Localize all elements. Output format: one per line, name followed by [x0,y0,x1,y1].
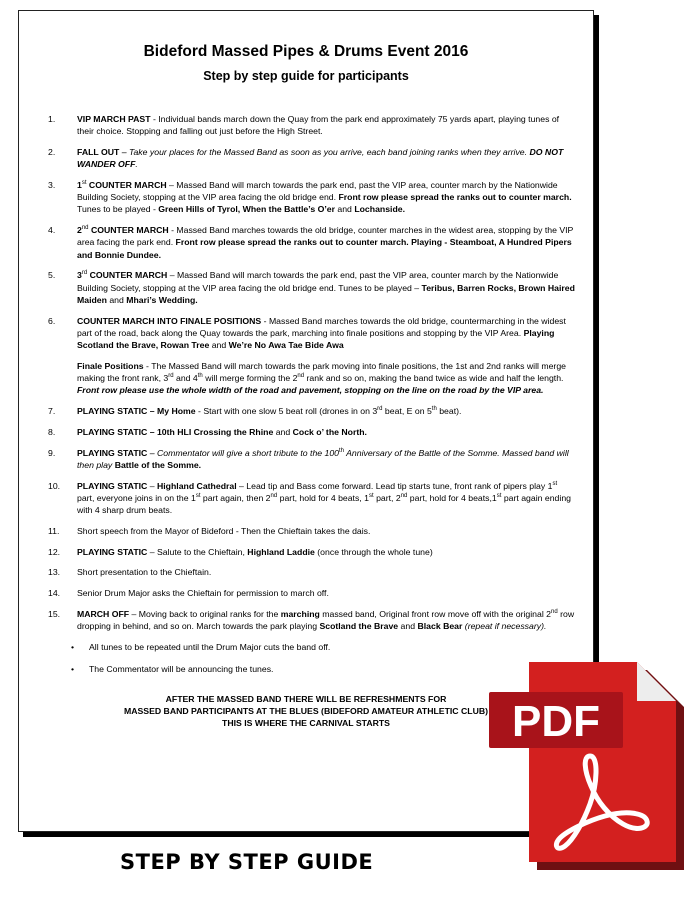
list-item [19,224,593,261]
list-item [19,480,593,517]
item-text: – Moving back to original ranks for the [129,609,281,619]
item-text: Front row please spread the ranks out to counter march. [338,192,572,203]
item-text: 1 [77,180,82,190]
item-number: 4. [48,225,56,236]
item-text: - Start with one slow 5 beat roll (drones in on 3 [195,406,378,417]
item-text: Finale Positions [77,360,144,371]
item-text: COUNTER MARCH [88,225,169,236]
item-text: row dropping in behind, and so on. March towards the park playing [77,609,575,632]
item-text: beat). [436,406,462,417]
item-text: – [147,480,157,491]
item-text: PLAYING STATIC – 10th HLI Crossing the Rhine [77,426,274,437]
item-text: – Massed Band will march towards the park end, past the VIP area, counter march by the Nationwide Building Society, stopping at the VIP area facing the old bridge end. [77,180,558,203]
ordinal-suffix: st [195,492,201,499]
item-text: and [209,340,229,351]
item-text: Green Hills of Tyrol, When the Battle’s O’er [158,204,335,215]
caption-step-by-step-guide: STEP BY STEP GUIDE [120,850,374,874]
item-text: PLAYING STATIC – My Home [77,406,196,417]
item-text: Highland Cathedral [156,480,237,491]
item-number: 8. [48,426,56,437]
closing-line: MASSED BAND PARTICIPANTS AT THE BLUES (BIDEFORD AMATEUR ATHLETIC CLUB) [123,706,489,716]
list-item [19,566,593,578]
item-text: Front row please use the whole width of the road and pavement, stopping on the line on the road by the VIP area. [77,385,544,396]
item-text: rank and so on, making the band twice as wide and half the length. [304,373,564,384]
bullet-dot: • [71,642,75,652]
closing-line: AFTER THE MASSED BAND THERE WILL BE REFRESHMENTS FOR [165,694,447,704]
ordinal-suffix: th [197,373,203,380]
bullet-text: All tunes to be repeated until the Drum Major cuts the band off. [89,642,331,652]
ordinal-suffix: nd [551,609,558,616]
bullet-text: The Commentator will be announcing the tunes. [89,664,274,674]
ordinal-suffix: rd [377,406,383,413]
item-text: We’re No Awa Tae Bide Awa [228,340,344,351]
ordinal-suffix: th [339,447,345,454]
ordinal-suffix: rd [81,270,88,277]
pdf-page-fold [637,662,676,701]
item-text: Playing - Steamboat, A Hundred Pipers and Bonnie Dundee. [77,237,572,260]
item-text: – Salute to the Chieftain, [147,546,248,557]
item-text: COUNTER MARCH [87,270,168,281]
item-text: part again ending with 4 sharp drum beats. [77,492,571,516]
item-text: COUNTER MARCH INTO FINALE POSITIONS [77,315,262,326]
ordinal-suffix: nd [297,373,305,380]
numbered-list [19,113,593,632]
list-item [19,525,593,537]
item-text: - Individual bands march down the Quay from the park end approximately 75 yards apart, playing tunes of their choice. Stopping and falling out just before the High Street. [77,114,560,137]
item-text: 3 [77,270,82,281]
item-text: part, 2 [373,492,401,503]
list-item [19,113,593,137]
item-text: PLAYING STATIC [77,447,148,458]
item-text: Front row please spread the ranks out to counter march. [175,237,409,248]
item-text: part, everyone joins in on the 1 [77,492,196,503]
item-number: 14. [48,588,61,599]
item-text: – Lead tip and Bass come forward. Lead tip starts tune, front rank of pipers play 1 [236,480,553,491]
item-text: – Commentator will give a short tribute to the 100 [147,447,340,458]
item-text: beat, E on 5 [382,406,432,417]
ordinal-suffix: rd [168,373,174,380]
bullet-item [19,641,593,653]
item-number: 13. [48,567,61,578]
ordinal-suffix: nd [270,492,278,499]
list-item [19,426,593,438]
item-number: 12. [48,546,61,557]
item-text: Cock o’ the North. [292,426,367,437]
item-number: 10. [48,480,61,491]
item-text: COUNTER MARCH [86,180,167,190]
item-text: – Massed Band will march towards the park end, past the VIP area, counter march by the Nationwide Building Society, stopping at the VIP area facing the old bridge end. Tunes to be played – [77,270,559,293]
item-text: Short speech from the Mayor of Bideford - Then the Chieftain takes the dais. [77,525,371,536]
list-item [19,146,593,170]
guide-items [19,113,593,729]
item-text: - Massed Band marches towards the old bridge, counter marches in the widest area, stopping by the VIP area facing the park end. [77,225,574,248]
item-text: Anniversary of the Battle of the Somme. Massed band will then play [77,447,569,470]
item-text: Scotland the Brave [319,621,399,632]
list-item [19,179,593,216]
item-text: and [273,426,293,437]
item-text: and [106,294,127,305]
item-number: 5. [48,270,56,281]
item-number: 6. [48,315,56,326]
pdf-label: PDF [512,697,600,746]
item-text: Senior Drum Major asks the Chieftain for permission to march off. [77,588,329,599]
item-number: 9. [48,447,56,458]
item-text: - Massed Band marches towards the old bridge, countermarching in the widest part of the road, back along the Quay towards the park, marching into finale positions and stopping by the VIP Area. [77,315,566,338]
item-text: massed band, Original front row move off with the original 2 [319,609,551,619]
list-item [19,315,593,352]
item-text: DO NOT WANDER OFF [77,147,564,170]
bullet-dot: • [71,664,75,674]
item-text: Teribus, Barren Rocks, Brown Haired Maiden [77,282,575,305]
ordinal-suffix: st [81,180,87,187]
closing-line: THIS IS WHERE THE CARNIVAL STARTS [222,718,390,728]
item-text: (repeat if necessary). [462,621,547,632]
item-text: Black Bear [417,621,463,632]
item-text: (once through the whole tune) [314,546,433,557]
list-item [19,587,593,599]
item-number: 2. [48,147,56,157]
item-text: part again, then 2 [200,492,271,503]
item-number: 15. [48,609,61,619]
list-item [19,546,593,558]
document-subtitle: Step by step guide for participants [203,69,409,83]
item-text: MARCH OFF [77,609,130,619]
list-item [19,405,593,417]
item-number: 7. [48,406,56,417]
item-text: and [398,621,418,632]
item-text: part, hold for 4 beats,1 [407,492,497,503]
item-text: FALL OUT [77,147,120,157]
ordinal-suffix: nd [400,492,408,499]
item-number: 1. [48,114,56,124]
list-item [19,608,593,632]
item-text: and 4 [173,373,198,384]
ordinal-suffix: st [552,480,558,487]
item-text: PLAYING STATIC [77,546,148,557]
item-number: 3. [48,180,56,190]
item-text: marching [280,609,320,619]
item-text: part, hold for 4 beats, 1 [277,492,369,503]
item-text: VIP MARCH PAST [77,114,151,124]
item-text: PLAYING STATIC [77,480,148,491]
ordinal-suffix: st [368,492,374,499]
list-item [19,269,593,306]
item-text: - The Massed Band will march towards the park moving into finale positions, the 1st and 2nd ranks will merge making the front rank, 3 [77,360,566,384]
list-item [19,360,593,397]
pdf-download-icon[interactable] [487,658,684,870]
ordinal-suffix: nd [81,225,89,232]
item-text: Lochanside. [354,204,405,215]
item-text: – Take your places for the Massed Band as soon as you arrive, each band joining ranks when they arrive. [119,147,530,157]
item-text: . [135,159,138,170]
item-number: 11. [48,525,60,536]
item-text: Tunes to be played - [77,204,159,215]
ordinal-suffix: th [431,406,437,413]
item-text: Battle of the Somme. [114,459,202,470]
list-item [19,447,593,471]
ordinal-suffix: st [496,492,502,499]
item-text: Playing Scotland the Brave, Rowan Tree [77,327,555,351]
item-text: 2 [77,225,82,236]
item-text: Mhari’s Wedding. [126,294,198,305]
document-title: Bideford Massed Pipes & Drums Event 2016 [143,43,469,60]
item-text: Highland Laddie [247,546,315,557]
item-text: will merge forming the 2 [202,373,298,384]
item-text: and [334,204,355,215]
item-text: Short presentation to the Chieftain. [77,567,212,578]
